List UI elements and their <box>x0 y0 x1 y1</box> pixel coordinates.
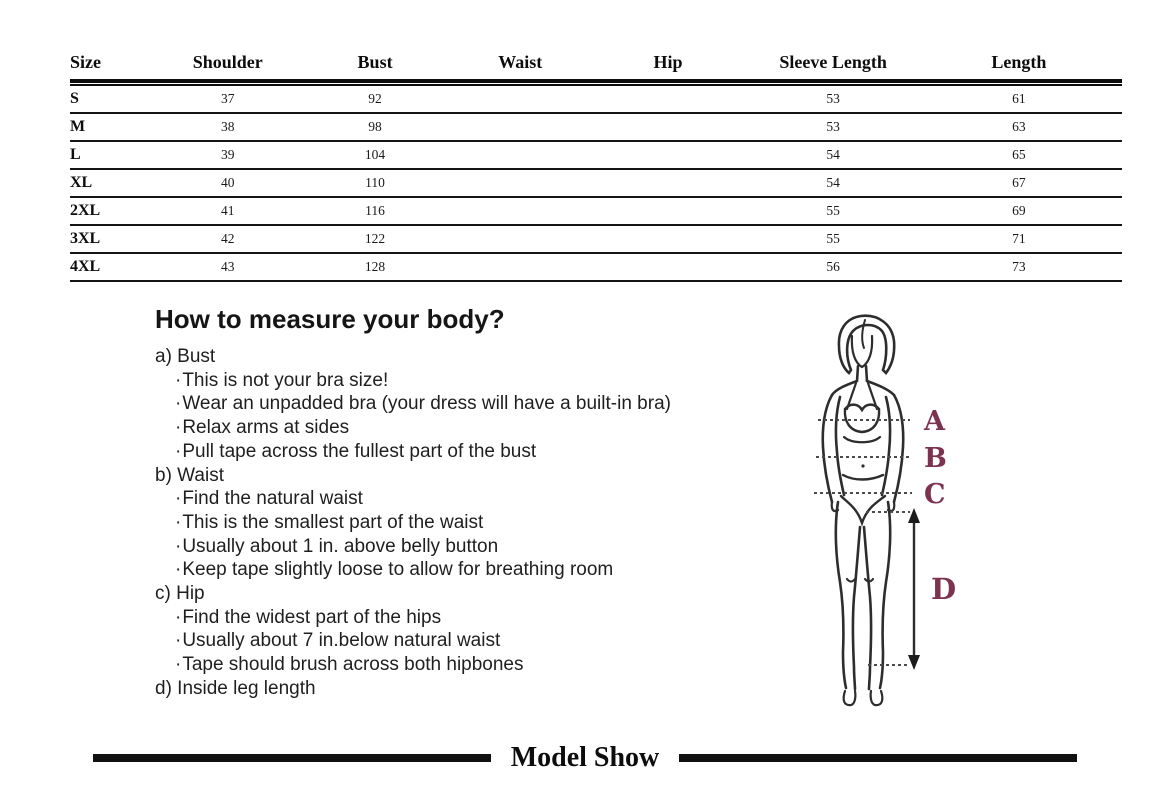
inside-leg-arrow <box>908 508 920 670</box>
column-header: Shoulder <box>160 50 295 83</box>
column-header: Length <box>916 50 1122 83</box>
column-header: Sleeve Length <box>751 50 916 83</box>
column-header: Size <box>70 50 160 83</box>
measurement-cell: 122 <box>295 226 455 254</box>
guide-item: · Keep tape slightly loose to allow for breathing room <box>155 558 775 582</box>
divider-line-left <box>93 754 491 762</box>
measurement-cell: 65 <box>916 142 1122 170</box>
bust-label-a: A <box>924 406 945 437</box>
measurement-cell <box>455 198 585 226</box>
measurement-cell <box>585 86 750 114</box>
guide-section-label: d) Inside leg length <box>155 677 316 699</box>
size-cell: M <box>70 114 160 142</box>
measurement-cell <box>455 114 585 142</box>
measurement-cell: 53 <box>751 86 916 114</box>
size-cell: L <box>70 142 160 170</box>
measurement-cell <box>585 142 750 170</box>
measurement-cell: 71 <box>916 226 1122 254</box>
measurement-cell <box>455 142 585 170</box>
body-figure-svg <box>798 296 973 726</box>
measurement-cell: 67 <box>916 170 1122 198</box>
measurement-cell: 110 <box>295 170 455 198</box>
measurement-cell <box>455 226 585 254</box>
measurement-cell: 38 <box>160 114 295 142</box>
measurement-cell: 61 <box>916 86 1122 114</box>
size-cell: 3XL <box>70 226 160 254</box>
guide-item: · Usually about 1 in. above belly button <box>155 535 775 559</box>
guide-item: · Find the widest part of the hips <box>155 606 775 630</box>
guide-item: · This is the smallest part of the waist <box>155 511 775 535</box>
measurement-cell <box>585 114 750 142</box>
measurement-cell: 69 <box>916 198 1122 226</box>
divider-line-right <box>679 754 1077 762</box>
measurement-cell: 41 <box>160 198 295 226</box>
measurement-cell <box>455 254 585 282</box>
size-cell: 4XL <box>70 254 160 282</box>
measurement-cell: 40 <box>160 170 295 198</box>
size-row <box>70 170 1122 198</box>
guide-item: · Wear an unpadded bra (your dress will have a built-in bra) <box>155 392 775 416</box>
measurement-cell: 128 <box>295 254 455 282</box>
measurement-cell: 56 <box>751 254 916 282</box>
guide-section-label: b) Waist <box>155 464 224 486</box>
size-cell: XL <box>70 170 160 198</box>
measurement-cell <box>585 226 750 254</box>
measurement-cell: 42 <box>160 226 295 254</box>
inside-leg-label-d: D <box>931 572 957 606</box>
guide-item: · This is not your bra size! <box>155 369 775 393</box>
measure-guide <box>155 303 775 701</box>
measurement-cell: 39 <box>160 142 295 170</box>
measurement-cell: 98 <box>295 114 455 142</box>
column-header: Bust <box>295 50 455 83</box>
measurement-cell: 73 <box>916 254 1122 282</box>
guide-section-label: a) Bust <box>155 346 216 367</box>
measurement-cell: 55 <box>751 226 916 254</box>
measurement-cell: 43 <box>160 254 295 282</box>
measurement-cell <box>455 86 585 114</box>
measurement-cell: 55 <box>751 198 916 226</box>
header-row <box>70 50 1122 83</box>
size-cell: S <box>70 86 160 114</box>
waist-label-b: B <box>924 443 947 474</box>
body-measurement-figure <box>798 296 973 726</box>
model-show-divider <box>0 742 1170 774</box>
measurement-cell: 54 <box>751 142 916 170</box>
size-row <box>70 254 1122 282</box>
measurement-cell: 63 <box>916 114 1122 142</box>
size-chart-table <box>70 50 1122 282</box>
measurement-cell <box>585 254 750 282</box>
measurement-cell: 37 <box>160 86 295 114</box>
size-row <box>70 114 1122 142</box>
guide-item: · Pull tape across the fullest part of the bust <box>155 440 775 464</box>
size-row <box>70 226 1122 254</box>
size-chart-body <box>70 86 1122 282</box>
model-show-title: Model Show <box>510 742 660 773</box>
measurement-cell: 116 <box>295 198 455 226</box>
measurement-cell <box>455 170 585 198</box>
measurement-cell: 54 <box>751 170 916 198</box>
size-cell: 2XL <box>70 198 160 226</box>
guide-item: · Tape should brush across both hipbones <box>155 653 775 677</box>
measurement-cell: 53 <box>751 114 916 142</box>
guide-title: How to measure your body? <box>155 304 505 334</box>
size-row <box>70 86 1122 114</box>
guide-item: · Usually about 7 in.below natural waist <box>155 629 775 653</box>
size-row <box>70 142 1122 170</box>
size-row <box>70 198 1122 226</box>
guide-sections <box>155 345 775 701</box>
hip-label-c: C <box>924 479 946 510</box>
measurement-cell: 92 <box>295 86 455 114</box>
guide-section-label: c) Hip <box>155 583 205 605</box>
guide-item: · Find the natural waist <box>155 487 775 511</box>
measurement-cell <box>585 198 750 226</box>
column-header: Waist <box>455 50 585 83</box>
measurement-cell: 104 <box>295 142 455 170</box>
guide-item: · Relax arms at sides <box>155 416 775 440</box>
measurement-cell <box>585 170 750 198</box>
column-header: Hip <box>585 50 750 83</box>
